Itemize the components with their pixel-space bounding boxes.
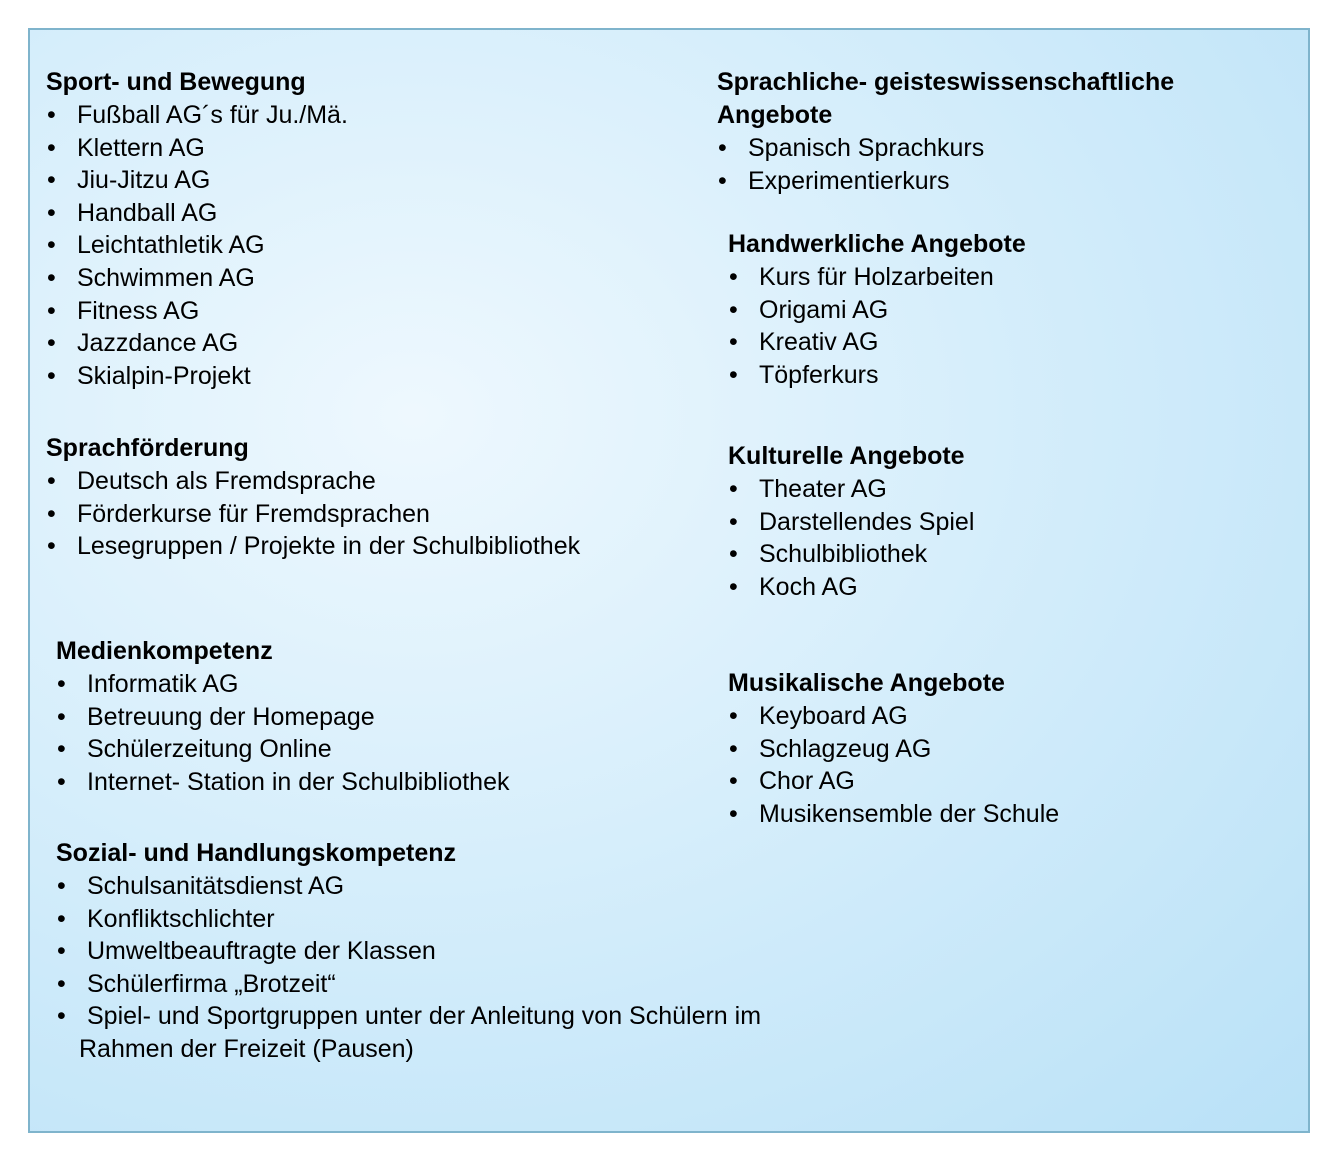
section-heading: Sprachförderung: [46, 434, 249, 462]
list-item: • Schwimmen AG: [46, 262, 348, 295]
section-heading-line2: Angebote: [717, 101, 833, 129]
section-sprachlich: [717, 66, 1174, 197]
item-list: [728, 261, 1026, 391]
section-medien: [56, 635, 509, 798]
list-item: • Schülerfirma „Brotzeit“: [56, 968, 761, 1001]
item-list: [728, 473, 974, 603]
list-item: • Schulbibliothek: [728, 538, 974, 571]
list-item: • Spanisch Sprachkurs: [717, 132, 1174, 165]
list-item: • Spiel- und Sportgruppen unter der Anleitung von Schülern im: [56, 1000, 761, 1033]
list-item: • Umweltbeauftragte der Klassen: [56, 935, 761, 968]
list-item: • Schlagzeug AG: [728, 733, 1059, 766]
section-sozial: [56, 837, 761, 1066]
list-item: • Darstellendes Spiel: [728, 506, 974, 539]
list-item: • Klettern AG: [46, 132, 348, 165]
list-item: • Koch AG: [728, 571, 974, 604]
section-heading: Kulturelle Angebote: [728, 442, 965, 470]
item-list: [46, 99, 348, 392]
list-item: • Fitness AG: [46, 295, 348, 328]
list-item: • Theater AG: [728, 473, 974, 506]
list-item: • Chor AG: [728, 765, 1059, 798]
section-heading: Sozial- und Handlungskompetenz: [56, 839, 457, 867]
section-heading: Sport- und Bewegung: [46, 68, 306, 96]
list-item: • Jazzdance AG: [46, 327, 348, 360]
list-item: • Fußball AG´s für Ju./Mä.: [46, 99, 348, 132]
item-list: [56, 870, 761, 1033]
list-item: • Betreuung der Homepage: [56, 701, 509, 734]
list-item-continuation: Rahmen der Freizeit (Pausen): [79, 1034, 414, 1063]
offers-panel: [28, 28, 1310, 1133]
section-kultur: [728, 440, 974, 603]
section-handwerk: [728, 228, 1026, 391]
list-item: • Handball AG: [46, 197, 348, 230]
section-heading: Handwerkliche Angebote: [728, 230, 1026, 258]
list-item: • Kurs für Holzarbeiten: [728, 261, 1026, 294]
list-item: • Origami AG: [728, 294, 1026, 327]
list-item: • Leichtathletik AG: [46, 229, 348, 262]
list-item: • Experimentierkurs: [717, 165, 1174, 198]
list-item: • Keyboard AG: [728, 700, 1059, 733]
list-item: • Musikensemble der Schule: [728, 798, 1059, 831]
list-item: • Lesegruppen / Projekte in der Schulbibliothek: [46, 530, 580, 563]
list-item: • Schulsanitätsdienst AG: [56, 870, 761, 903]
list-item: • Kreativ AG: [728, 326, 1026, 359]
section-sprachfoerderung: [46, 432, 580, 563]
section-heading: Medienkompetenz: [56, 637, 273, 665]
list-item: • Schülerzeitung Online: [56, 733, 509, 766]
list-item: • Internet- Station in der Schulbibliothek: [56, 766, 509, 799]
list-item: • Töpferkurs: [728, 359, 1026, 392]
list-item: • Konfliktschlichter: [56, 903, 761, 936]
section-heading: Musikalische Angebote: [728, 669, 1005, 697]
section-sport: [46, 66, 348, 392]
item-list: [728, 700, 1059, 830]
section-musik: [728, 667, 1059, 830]
list-item: • Skialpin-Projekt: [46, 360, 348, 393]
item-list: [56, 668, 509, 798]
section-heading-line1: Sprachliche- geisteswissenschaftliche: [717, 68, 1175, 96]
item-list: [46, 465, 580, 563]
list-item: • Jiu-Jitzu AG: [46, 164, 348, 197]
list-item: • Deutsch als Fremdsprache: [46, 465, 580, 498]
list-item: • Informatik AG: [56, 668, 509, 701]
item-list: [717, 132, 1174, 197]
list-item: • Förderkurse für Fremdsprachen: [46, 498, 580, 531]
